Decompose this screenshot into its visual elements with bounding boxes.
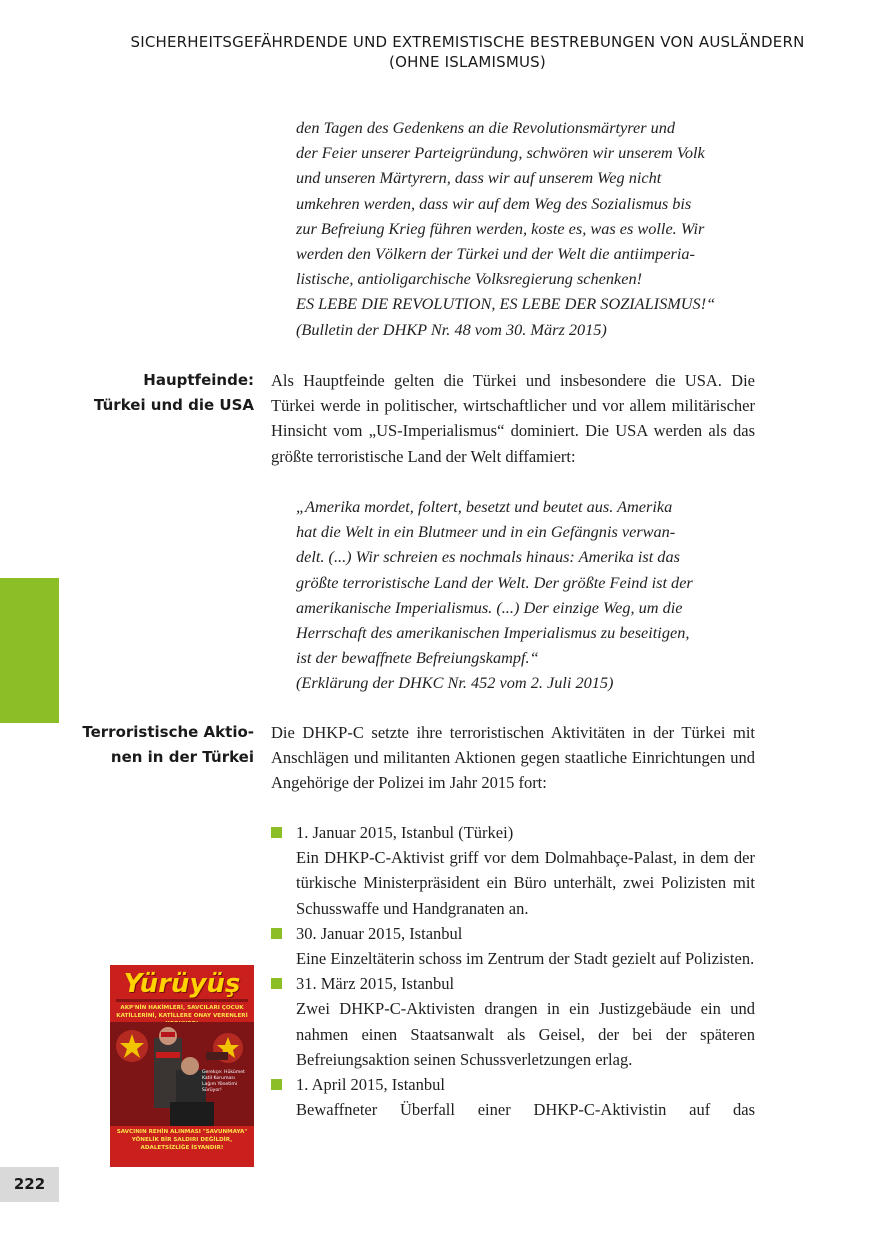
event-description: Bewaffneter Überfall einer DHKP-C-Aktivistin auf das xyxy=(296,1100,755,1120)
list-item xyxy=(271,820,755,921)
quote-line: hat die Welt in ein Blutmeer und in ein Gefängnis verwan- xyxy=(296,522,676,542)
green-square-bullet-icon xyxy=(271,827,282,838)
green-square-bullet-icon xyxy=(271,928,282,939)
masthead-underline xyxy=(116,999,248,1002)
quote-line: ES LEBE DIE REVOLUTION, ES LEBE DER SOZIALISMUS!“ xyxy=(296,294,716,314)
chapter-tab-marker xyxy=(0,578,59,723)
side-heading-line: Hauptfeinde: xyxy=(143,371,254,389)
event-description: Ein DHKP-C-Aktivist griff vor dem Dolmahbaçe-Palast, in dem der türkische Ministerpräsident ein Büro unterhält, zwei Polizisten mit Schusswaffe und Handgranaten an. xyxy=(296,848,755,918)
quote-line: werden den Völkern der Türkei und der Welt die antiimperia- xyxy=(296,244,695,264)
quote-source: (Erklärung der DHKC Nr. 452 vom 2. Juli 2015) xyxy=(296,673,614,693)
quote-line: delt. (...) Wir schreien es nochmals hinaus: Amerika ist das xyxy=(296,547,680,567)
quote-america xyxy=(296,494,730,696)
side-heading-main-enemies xyxy=(60,368,254,418)
event-description: Eine Einzeltäterin schoss im Zentrum der Stadt gezielt auf Polizisten. xyxy=(296,949,755,969)
event-title: 30. Januar 2015, Istanbul xyxy=(296,923,463,943)
running-head-line-1: SICHERHEITSGEFÄHRDENDE UND EXTREMISTISCHE BESTREBUNGEN VON AUSLÄNDERN xyxy=(130,33,805,51)
quote-line: und unseren Märtyrern, dass wir auf unserem Weg nicht xyxy=(296,168,662,188)
side-heading-line: Terroristische Aktio- xyxy=(82,723,254,741)
list-item xyxy=(271,1072,755,1122)
cover-headline: AKP'NİN HAKİMLERİ, SAVCILARI ÇOCUK KATİLLERİNİ, KATİLLERE ONAY VERENLERİ xyxy=(116,1005,248,1019)
cover-bottom-text: SAVCININ REHİN ALINMASI "SAVUNMAYA" YÖNELİK BİR SALDIRI DEĞİLDİR, ADALETSİZLİĞE İSYANDIR! xyxy=(116,1129,248,1151)
side-heading-terror-actions xyxy=(60,720,254,770)
running-head xyxy=(60,32,875,72)
quote-line: größte terroristische Land der Welt. Der größte Feind ist der xyxy=(296,572,693,592)
cover-masthead: Yürüyüş xyxy=(123,969,241,999)
cover-side-text: Gerekçe: Hükümet Katil Koruması Lağım Yönetimi Sürüyor! xyxy=(202,1070,245,1093)
quote-line: amerikanische Imperialismus. (...) Der einzige Weg, um die xyxy=(296,597,683,617)
list-item xyxy=(271,971,755,1072)
event-title: 1. April 2015, Istanbul xyxy=(296,1075,445,1095)
quote-revolution xyxy=(296,115,730,342)
side-heading-line: nen in der Türkei xyxy=(110,748,254,767)
quote-source: (Bulletin der DHKP Nr. 48 vom 30. März 2015) xyxy=(296,319,607,339)
running-head-line-2: (OHNE ISLAMISMUS) xyxy=(389,53,546,71)
quote-line: den Tagen des Gedenkens an die Revolutionsmärtyrer und xyxy=(296,118,676,137)
quote-line: „Amerika mordet, foltert, besetzt und beutet aus. Amerika xyxy=(296,497,673,516)
event-list xyxy=(271,820,755,1122)
quote-line: der Feier unserer Parteigründung, schwören wir unserem Volk xyxy=(296,143,705,163)
side-heading-line: Türkei und die USA xyxy=(93,396,254,415)
event-description: Zwei DHKP-C-Aktivisten drangen in ein Justizgebäude ein und nahmen einen Staatsanwalt als Geisel, der bei der späteren Befreiungsaktion seinen Schussverletzungen erlag. xyxy=(296,999,755,1069)
event-title: 31. März 2015, Istanbul xyxy=(296,974,455,994)
magazine-cover-image xyxy=(110,965,254,1167)
list-item xyxy=(271,921,755,971)
green-square-bullet-icon xyxy=(271,1079,282,1090)
quote-line: ist der bewaffnete Befreiungskampf.“ xyxy=(296,648,539,668)
paragraph-main-enemies: Als Hauptfeinde gelten die Türkei und insbesondere die USA. Die Türkei werde in politischer, wirtschaftlicher und vor allem militärischer Hinsicht vom „US-Imperialismus“ dominiert. Die USA werden als das größte terroristische Land der Welt diffamiert: xyxy=(271,371,755,466)
quote-line: Herrschaft des amerikanischen Imperialismus zu beseitigen, xyxy=(296,623,690,643)
page-number: 222 xyxy=(0,1167,59,1202)
quote-line: zur Befreiung Krieg führen werden, koste es, was es wolle. Wir xyxy=(296,218,705,238)
paragraph-terror-actions: Die DHKP-C setzte ihre terroristischen Aktivitäten in der Türkei mit Anschlägen und militanten Aktionen gegen staatliche Einrichtungen und Angehörige der Polizei im Jahr 2015 fort: xyxy=(271,723,755,793)
quote-line: umkehren werden, dass wir auf dem Weg des Sozialismus bis xyxy=(296,193,692,213)
green-square-bullet-icon xyxy=(271,978,282,989)
event-title: 1. Januar 2015, Istanbul (Türkei) xyxy=(296,823,514,842)
quote-line: listische, antioligarchische Volksregierung schenken! xyxy=(296,269,643,289)
